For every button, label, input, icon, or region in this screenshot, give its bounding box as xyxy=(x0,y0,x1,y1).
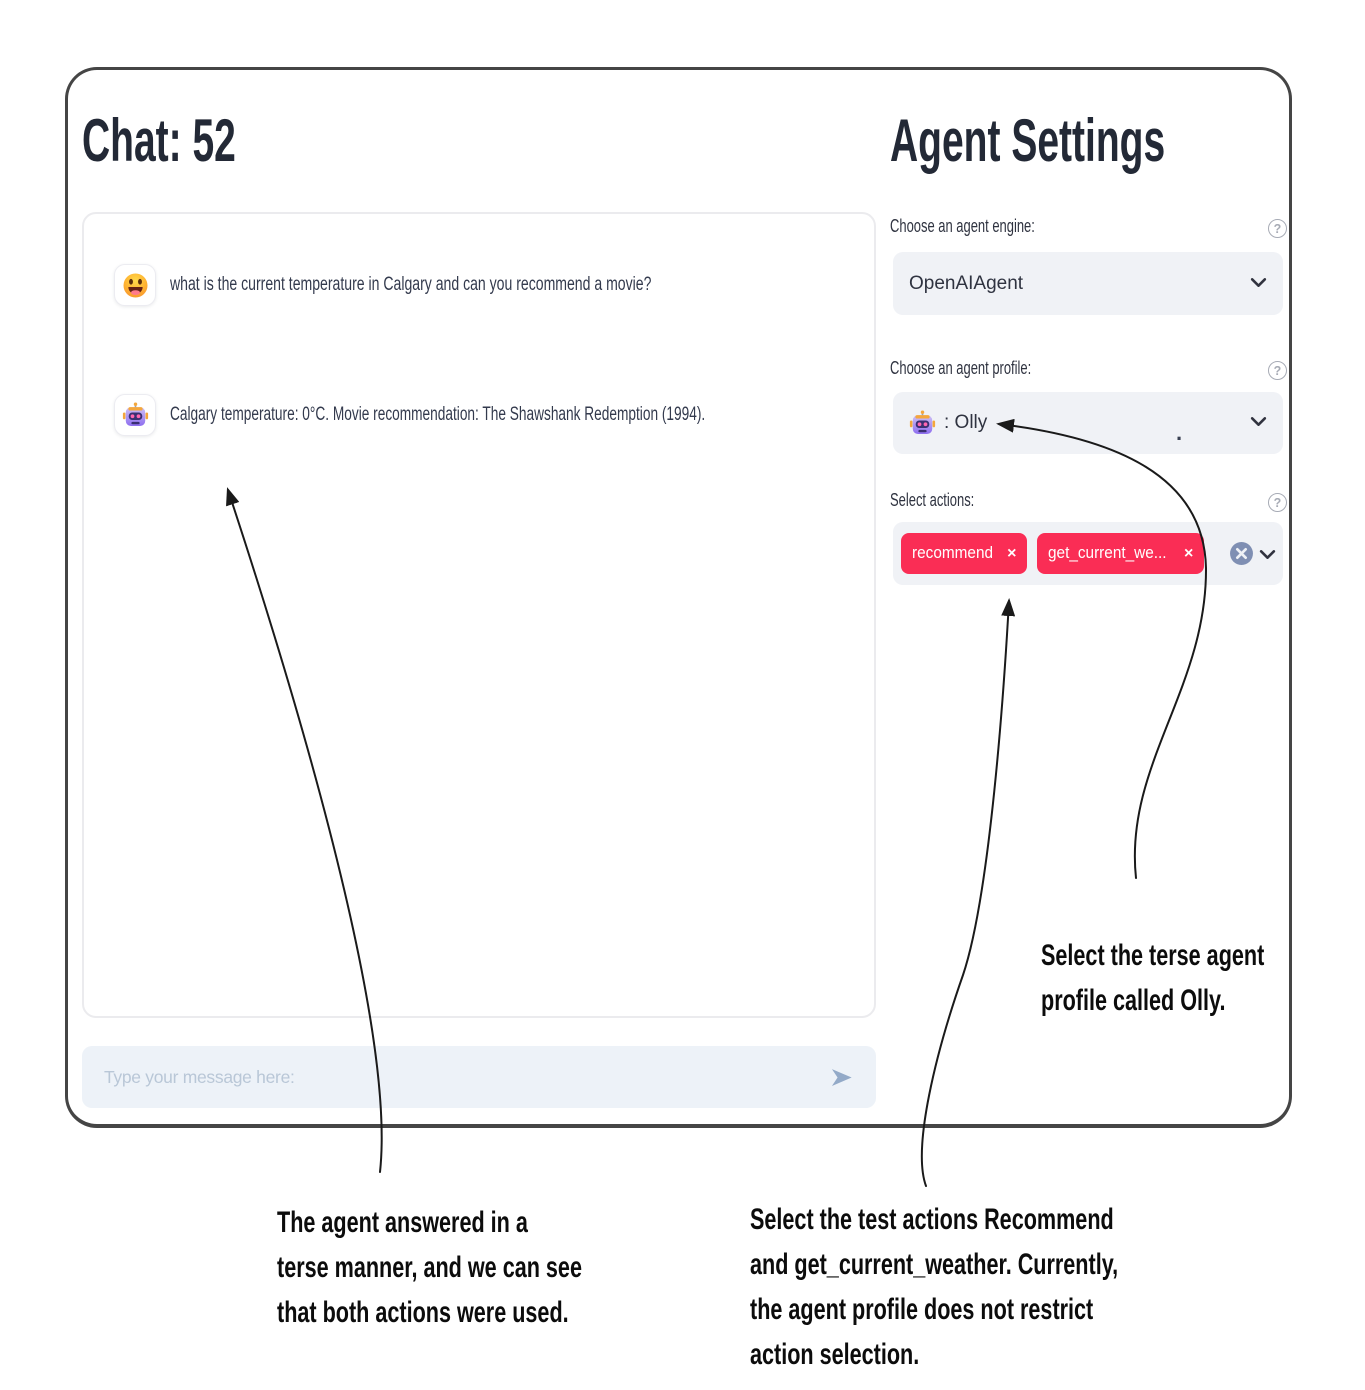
clear-all-icon[interactable] xyxy=(1229,541,1254,571)
chat-message-assistant xyxy=(114,394,913,436)
grinning-face-emoji-icon xyxy=(122,272,149,299)
remove-tag-icon[interactable]: × xyxy=(1007,544,1017,562)
agent-settings-title: Agent Settings xyxy=(890,107,1166,174)
tag-label: get_current_we... xyxy=(1048,544,1168,562)
help-glyph: ? xyxy=(1273,363,1282,378)
help-glyph: ? xyxy=(1273,495,1282,510)
engine-label: Choose an agent engine: xyxy=(890,216,1035,236)
profile-select[interactable] xyxy=(893,392,1283,454)
action-tag-get-current-weather xyxy=(1037,533,1204,574)
remove-tag-icon[interactable]: × xyxy=(1183,544,1194,562)
actions-help-icon[interactable] xyxy=(1268,493,1287,512)
robot-emoji-icon xyxy=(122,402,149,429)
assistant-message-text: Calgary temperature: 0°C. Movie recommendation: The Shawshank Redemption (1994). xyxy=(170,404,706,425)
chat-title: Chat: 52 xyxy=(82,107,236,174)
profile-select-value: : Olly xyxy=(944,412,988,433)
chevron-down-icon xyxy=(1250,414,1267,432)
chat-message-input[interactable] xyxy=(102,1066,826,1089)
actions-label: Select actions: xyxy=(890,490,975,510)
send-button[interactable] xyxy=(826,1062,856,1092)
engine-select[interactable] xyxy=(893,252,1283,315)
profile-label: Choose an agent profile: xyxy=(890,358,1032,378)
chat-input-bar[interactable] xyxy=(82,1046,876,1108)
assistant-avatar xyxy=(114,394,156,436)
engine-select-value: OpenAIAgent xyxy=(909,272,1024,294)
tag-label: recommend xyxy=(912,544,994,562)
send-arrow-icon xyxy=(828,1064,855,1091)
robot-emoji-icon xyxy=(909,410,936,437)
engine-help-icon[interactable] xyxy=(1268,219,1287,238)
profile-annotation: Select the terse agent profile called Olly. xyxy=(1041,939,1265,1017)
chat-message-container xyxy=(82,212,876,1018)
stray-dot: . xyxy=(1176,420,1183,445)
chat-annotation: The agent answered in a terse manner, and we can see that both actions were used. xyxy=(277,1206,582,1329)
actions-multiselect[interactable] xyxy=(893,522,1283,585)
help-glyph: ? xyxy=(1273,221,1282,236)
chevron-down-icon xyxy=(1259,547,1349,565)
profile-help-icon[interactable] xyxy=(1268,361,1287,380)
user-message-text: what is the current temperature in Calgary and can you recommend a movie? xyxy=(170,274,652,295)
action-tag-recommend xyxy=(901,533,1027,574)
chevron-down-icon xyxy=(1250,275,1267,293)
chat-message-user xyxy=(114,264,821,306)
actions-annotation: Select the test actions Recommend and get_current_weather. Currently, the agent profile does not restrict action selection. xyxy=(750,1203,1119,1371)
user-avatar xyxy=(114,264,156,306)
